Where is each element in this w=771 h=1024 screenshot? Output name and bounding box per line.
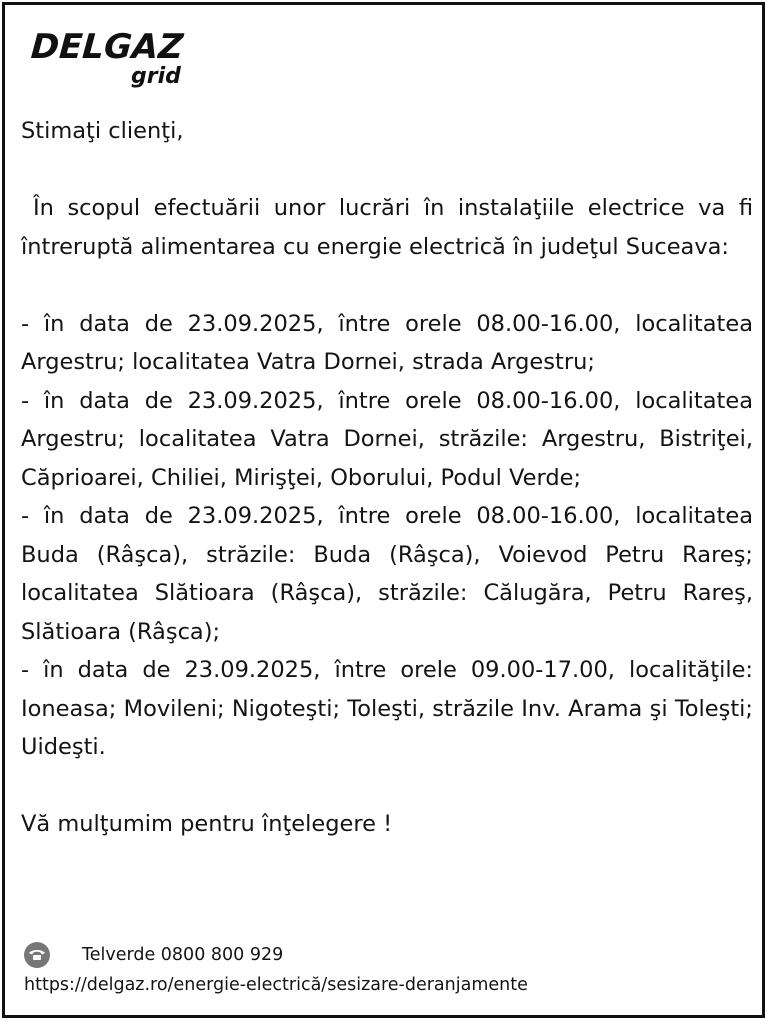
notice-body [21,112,753,844]
intro-paragraph: În scopul efectuării unor lucrări în instalaţiile electrice va fi întreruptă alimentarea cu energie electrică în judeţul Suceava: [21,195,753,260]
outage-item: - în data de 23.09.2025, între orele 09.00-17.00, localităţile: Ioneasa; Movileni; Nigoteşti; Toleşti, străzile Inv. Arama şi Toleşti; Uideşti. [21,657,753,760]
outage-item: - în data de 23.09.2025, între orele 08.00-16.00, localitatea Buda (Râşca), străzile: Buda (Râşca), Voievod Petru Rareş; localitatea Slătioara (Râşca), străzile: Călugăra, Petru Rareş, Slătioara (Râşca); [21,503,753,645]
logo-brand: DELGAZ [29,27,185,67]
greeting: Stimaţi clienţi, [21,118,184,144]
delgaz-grid-logo [31,27,211,97]
phone-number: Telverde 0800 800 929 [82,945,284,965]
thanks-line: Vă mulţumim pentru înţelegere ! [21,811,393,837]
outage-item: - în data de 23.09.2025, între orele 08.00-16.00, localitatea Argestru; localitatea Vatra Dornei, străzile: Argestru, Bistriţei, Căprioarei, Chiliei, Mirişţei, Oborului, Podul Verde; [21,387,753,491]
phone-row [24,940,744,970]
phone-icon [24,942,50,968]
logo-sub: grid [131,64,181,89]
report-url-link[interactable]: https://delgaz.ro/energie-electrică/sesizare-deranjamente [24,975,528,995]
outage-item: - în data de 23.09.2025, între orele 08.00-16.00, localitatea Argestru; localitatea Vatra Dornei, strada Argestru; [21,310,753,375]
contact-footer [24,940,744,995]
